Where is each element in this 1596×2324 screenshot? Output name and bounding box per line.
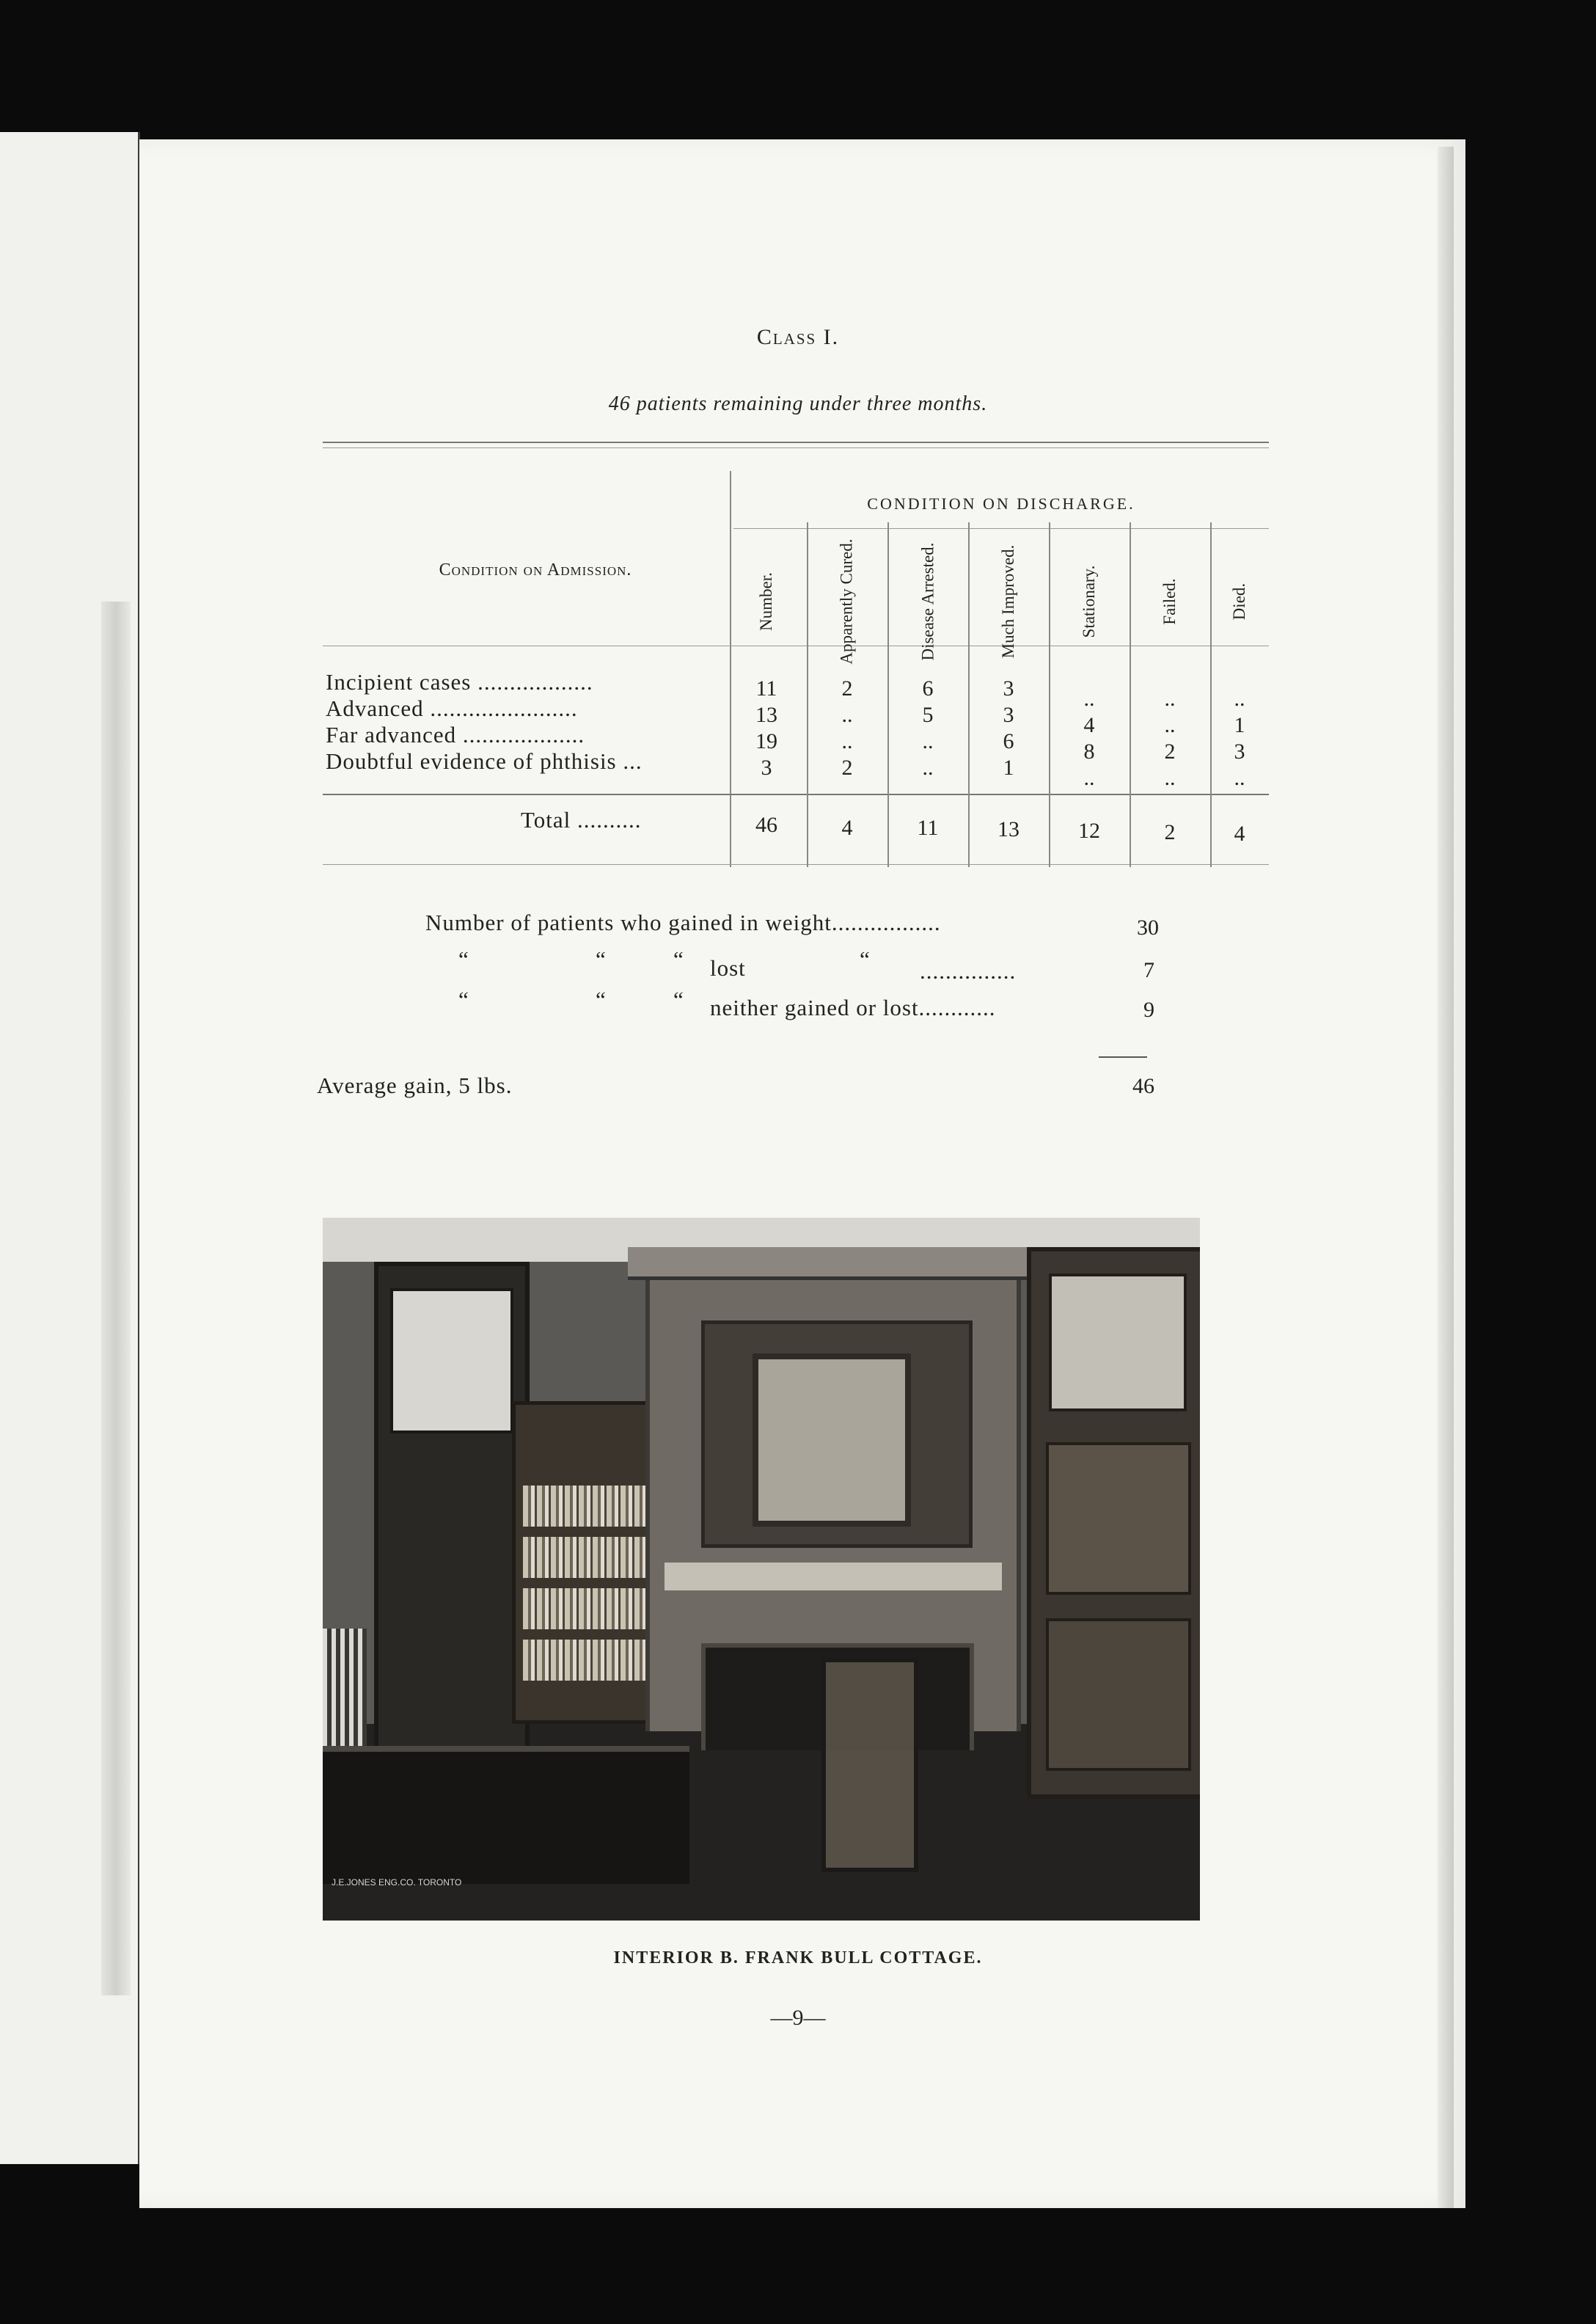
page-number: —9— — [770, 2006, 826, 2030]
table-cell: 3 — [1234, 739, 1245, 764]
table-cell: .. — [1234, 687, 1245, 711]
total-cell: 11 — [917, 816, 939, 840]
weight-lost-dots: ............... — [920, 958, 1017, 984]
table-cell: 11 — [755, 676, 777, 701]
table-bottom-rule — [323, 864, 1269, 865]
table-cell: 5 — [922, 703, 934, 727]
row-label-advanced: Advanced ....................... — [326, 695, 578, 721]
ditto-mark: “ — [458, 987, 469, 1012]
photo-radiator — [323, 1629, 367, 1753]
table-cell: 3 — [1003, 676, 1014, 701]
col-divider — [887, 522, 889, 867]
col-header-number: Number. — [756, 572, 775, 631]
table-cell: 2 — [841, 676, 853, 701]
col-header-stationary: Stationary. — [1079, 565, 1098, 638]
weight-neither-text: neither gained or lost............ — [710, 995, 996, 1020]
engraver-stamp: J.E.JONES ENG.CO. TORONTO — [332, 1877, 462, 1888]
discharge-rule — [733, 528, 1269, 529]
weight-lost-value: 7 — [1143, 958, 1154, 982]
page-edge — [1438, 147, 1454, 2208]
admission-header: Condition on Admission. — [439, 560, 632, 580]
facing-page-edge — [101, 602, 131, 1995]
ditto-mark: “ — [673, 987, 684, 1012]
table-cell: .. — [1083, 766, 1095, 790]
total-cell: 4 — [841, 816, 853, 840]
table-subtitle: 46 patients remaining under three months. — [608, 392, 988, 415]
total-rule — [323, 794, 1269, 795]
table-top-rule-2 — [323, 447, 1269, 448]
table-cell: .. — [1234, 766, 1245, 790]
weight-neither-value: 9 — [1143, 998, 1154, 1022]
table-top-rule — [323, 442, 1269, 443]
col-divider — [968, 522, 970, 867]
table-cell: 3 — [1003, 703, 1014, 727]
total-cell: 13 — [997, 817, 1020, 841]
col-header-disease-arrested: Disease Arrested. — [918, 542, 937, 661]
table-cell: .. — [841, 703, 853, 727]
photo-right-door — [1027, 1247, 1200, 1799]
table-cell: .. — [1164, 713, 1176, 737]
weight-gained-value: 30 — [1137, 916, 1159, 940]
ditto-mark: “ — [458, 946, 469, 972]
photo-bookshelf — [512, 1401, 666, 1724]
total-cell: 46 — [755, 813, 777, 837]
table-cell: 19 — [755, 729, 777, 753]
table-cell: 4 — [1083, 713, 1095, 737]
table-cell: .. — [1164, 766, 1176, 790]
photo-table — [323, 1746, 689, 1884]
table-cell: 1 — [1234, 713, 1245, 737]
table-divider — [730, 471, 731, 867]
total-label: Total .......... — [521, 807, 642, 833]
average-gain: Average gain, 5 lbs. — [317, 1073, 513, 1098]
table-cell: .. — [922, 729, 934, 753]
col-divider — [807, 522, 808, 867]
table-cell: 6 — [922, 676, 934, 701]
row-label-incipient: Incipient cases .................. — [326, 669, 593, 695]
ditto-mark: “ — [596, 946, 607, 972]
photo-caption: INTERIOR B. FRANK BULL COTTAGE. — [613, 1948, 983, 1967]
table-cell: .. — [1164, 687, 1176, 711]
outcomes-table — [323, 442, 1269, 874]
table-cell: .. — [922, 756, 934, 780]
total-cell: 12 — [1078, 819, 1100, 843]
total-cell: 2 — [1164, 820, 1176, 844]
col-header-much-improved: Much Improved. — [998, 544, 1017, 659]
col-divider — [1130, 522, 1131, 867]
photo-left-door — [374, 1262, 530, 1769]
weight-lost-text: lost — [710, 955, 746, 981]
weight-gained-text: Number of patients who gained in weight................. — [425, 910, 941, 935]
row-label-doubtful: Doubtful evidence of phthisis ... — [326, 748, 643, 774]
ditto-mark: “ — [860, 946, 871, 972]
weight-total: 46 — [1132, 1074, 1154, 1098]
ditto-mark: “ — [673, 946, 684, 972]
table-cell: 6 — [1003, 729, 1014, 753]
sum-rule — [1099, 1056, 1147, 1058]
discharge-header: CONDITION ON DISCHARGE. — [867, 494, 1135, 513]
row-label-far-advanced: Far advanced ................... — [326, 722, 585, 748]
table-cell: 1 — [1003, 756, 1014, 780]
table-cell: 8 — [1083, 739, 1095, 764]
photo-rocking-chair — [821, 1658, 918, 1872]
cottage-interior-photo — [323, 1218, 1200, 1921]
table-cell: .. — [1083, 687, 1095, 711]
table-cell: 2 — [841, 756, 853, 780]
col-header-failed: Failed. — [1160, 578, 1179, 625]
col-header-apparently-cured: Apparently Cured. — [837, 538, 856, 665]
total-cell: 4 — [1234, 822, 1245, 846]
photo-portrait — [753, 1353, 911, 1527]
col-header-died: Died. — [1229, 582, 1248, 621]
table-cell: .. — [841, 729, 853, 753]
table-cell: 13 — [755, 703, 777, 727]
class-title: Class I. — [756, 325, 840, 349]
table-cell: 2 — [1164, 739, 1176, 764]
col-divider — [1049, 522, 1050, 867]
ditto-mark: “ — [596, 987, 607, 1012]
table-cell: 3 — [761, 756, 772, 780]
